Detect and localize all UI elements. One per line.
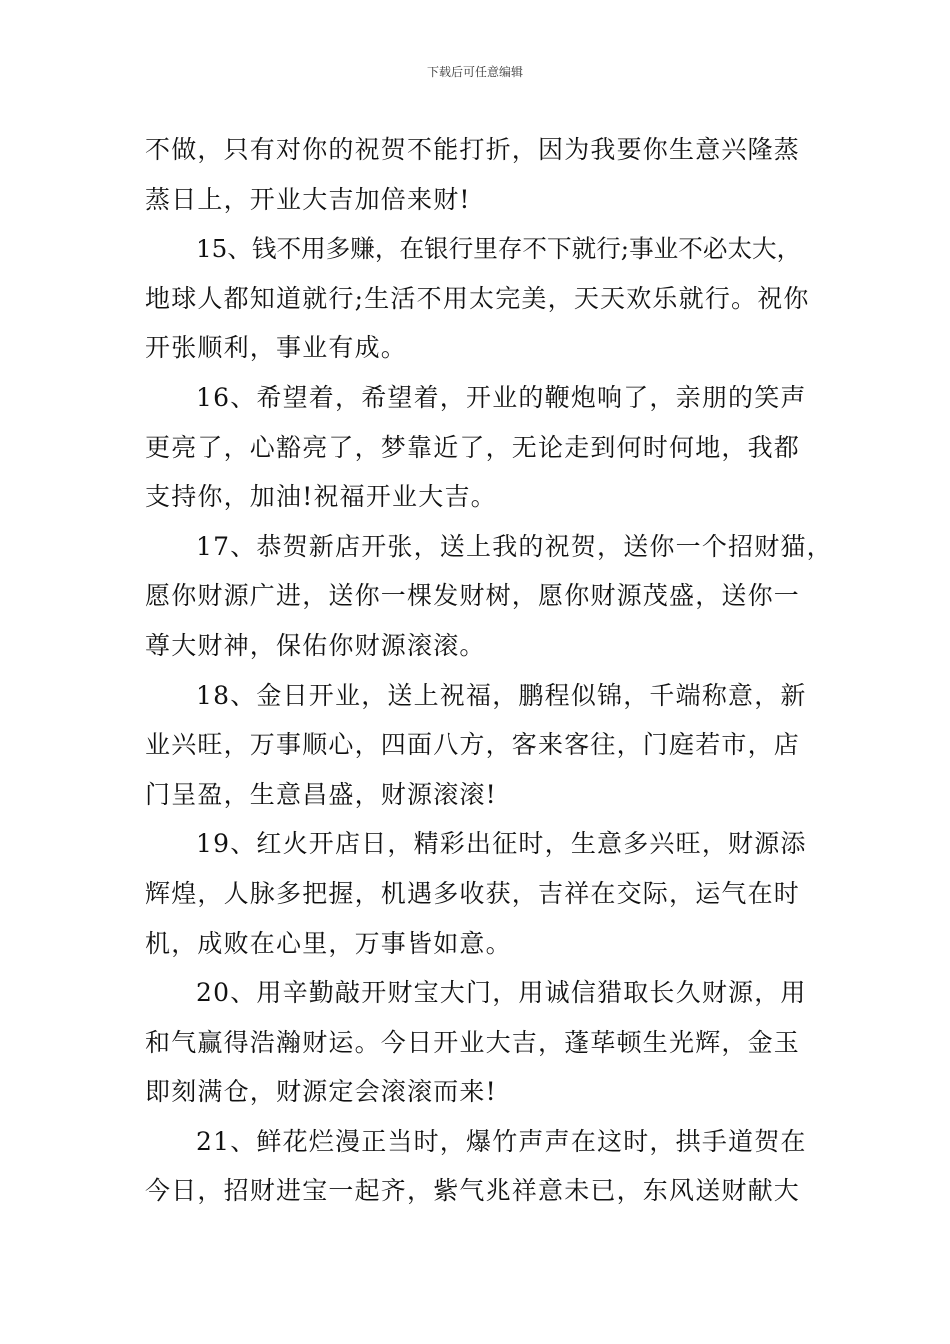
text-line: 蒸日上，开业大吉加倍来财!	[145, 184, 471, 214]
text-line: 和气赢得浩瀚财运。今日开业大吉，蓬荜顿生光辉，金玉	[145, 1027, 801, 1057]
text-line: 21、鲜花烂漫正当时，爆竹声声在这时，拱手道贺在	[196, 1126, 807, 1156]
paragraph-item-20	[145, 968, 835, 1117]
text-line: 更亮了，心豁亮了，梦靠近了，无论走到何时何地，我都	[145, 432, 801, 462]
text-line: 门呈盈，生意昌盛，财源滚滚!	[145, 779, 497, 809]
text-line: 机，成败在心里，万事皆如意。	[145, 928, 512, 958]
paragraph-item-18	[145, 671, 835, 820]
header-note: 下载后可任意编辑	[426, 65, 523, 79]
text-line: 17、恭贺新店开张，送上我的祝贺，送你一个招财猫，	[196, 531, 833, 561]
text-line: 愿你财源广进，送你一棵发财树，愿你财源茂盛，送你一	[145, 581, 801, 611]
text-line: 辉煌，人脉多把握，机遇多收获，吉祥在交际，运气在时	[145, 878, 801, 908]
text-line: 今日，招财进宝一起齐，紫气兆祥意未已，东风送财献大	[145, 1176, 801, 1206]
paragraph-item-17	[145, 522, 835, 671]
document-body	[145, 125, 835, 1216]
text-line: 20、用辛勤敲开财宝大门，用诚信猎取长久财源，用	[196, 978, 807, 1008]
text-line: 业兴旺，万事顺心，四面八方，客来客往，门庭若市，店	[145, 730, 801, 760]
paragraph-item-15	[145, 224, 835, 373]
text-line: 19、红火开店日，精彩出征时，生意多兴旺，财源添	[196, 829, 807, 859]
paragraph-continuation	[145, 125, 835, 224]
paragraph-item-16	[145, 373, 835, 522]
text-line: 15、钱不用多赚，在银行里存不下就行;事业不必太大，	[196, 234, 802, 264]
paragraph-item-19	[145, 819, 835, 968]
text-line: 不做，只有对你的祝贺不能打折，因为我要你生意兴隆蒸	[145, 135, 801, 164]
text-line: 即刻满仓，财源定会滚滚而来!	[145, 1077, 497, 1107]
page-header	[0, 64, 950, 80]
text-line: 开张顺利，事业有成。	[145, 333, 408, 363]
text-line: 地球人都知道就行;生活不用太完美，天天欢乐就行。祝你	[145, 283, 810, 313]
text-line: 16、希望着，希望着，开业的鞭炮响了，亲朋的笑声	[196, 382, 807, 412]
text-line: 支持你，加油!祝福开业大吉。	[145, 482, 497, 512]
text-line: 18、金日开业，送上祝福，鹏程似锦，千端称意，新	[196, 680, 807, 710]
text-line: 尊大财神，保佑你财源滚滚。	[145, 630, 486, 660]
paragraph-item-21	[145, 1117, 835, 1216]
